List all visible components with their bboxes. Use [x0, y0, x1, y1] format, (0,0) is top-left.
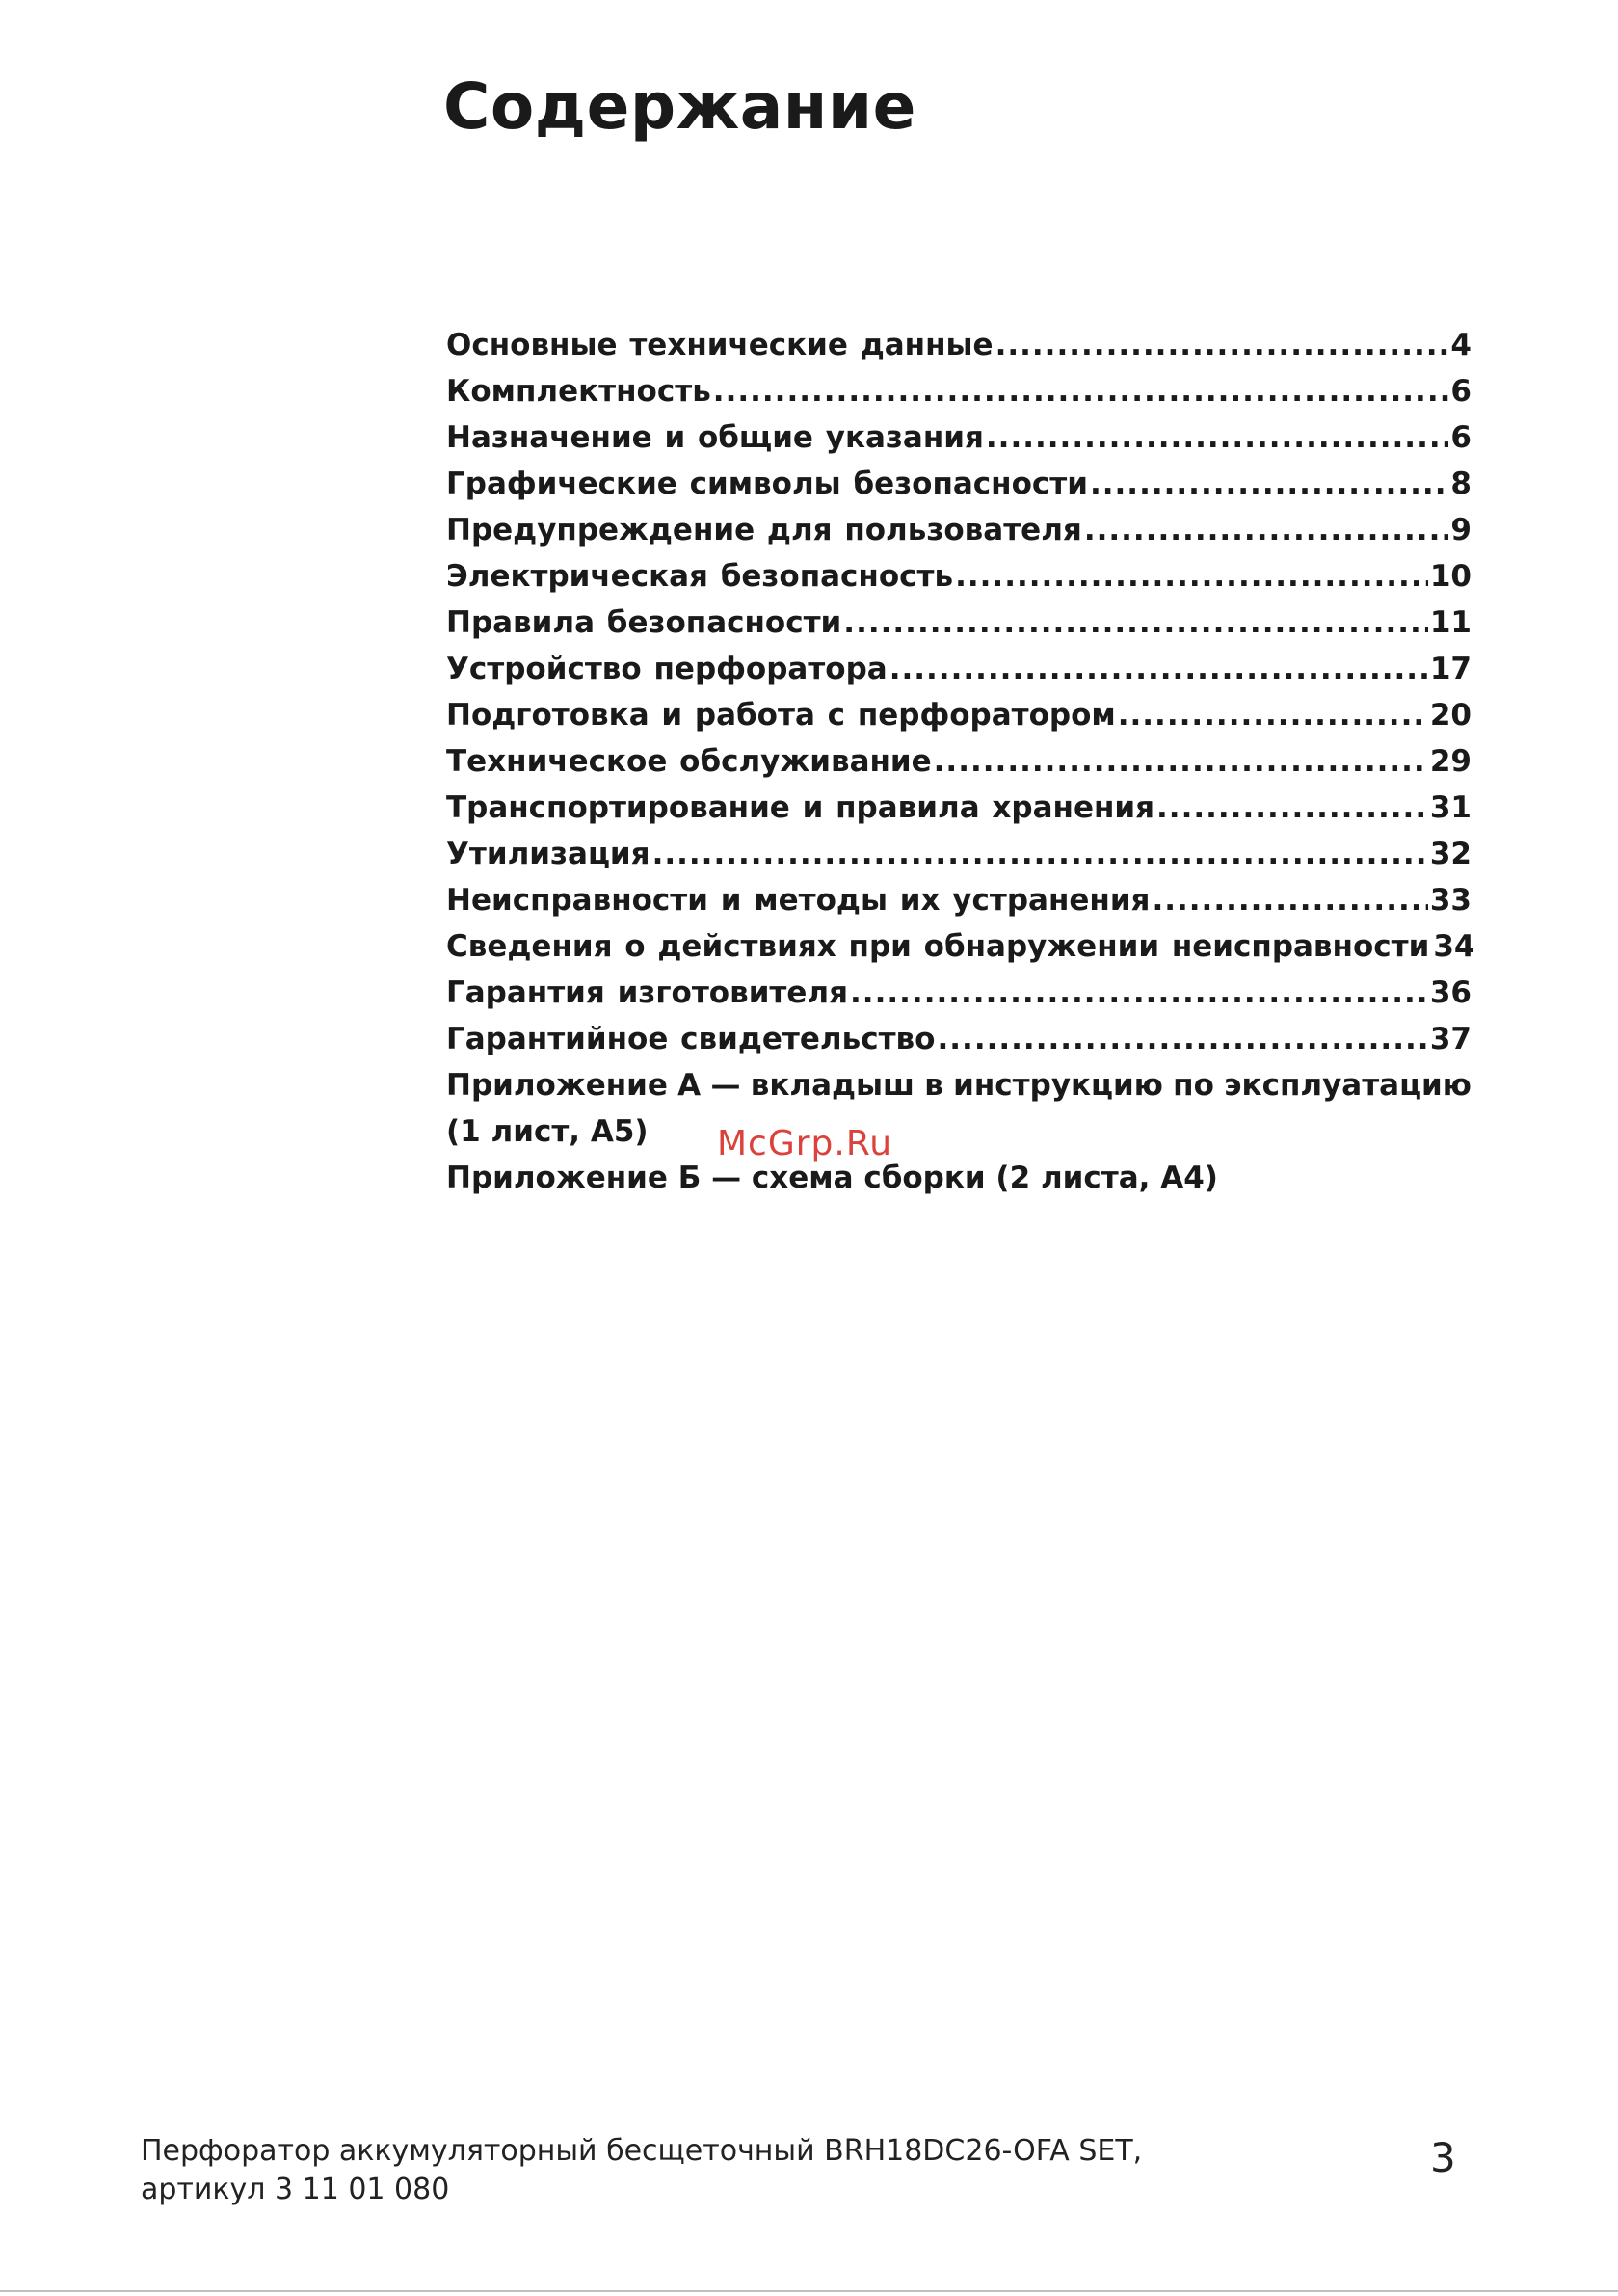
- appendix-a-word: по: [1173, 1068, 1214, 1103]
- toc-entry-6[interactable]: [446, 600, 1472, 646]
- toc-dot-leader: [850, 970, 1428, 1016]
- toc-dot-leader: [934, 738, 1428, 785]
- appendix-a-line1: [446, 1062, 1472, 1108]
- toc-entry-page: 34: [1433, 929, 1475, 964]
- toc-entry-label: Предупреждение для пользователя: [446, 513, 1082, 547]
- toc-entry-label: Графические символы безопасности: [446, 467, 1088, 501]
- toc-entry-7[interactable]: [446, 646, 1472, 692]
- toc-entry-label: Назначение и общие указания: [446, 420, 984, 455]
- toc-entry-8[interactable]: [446, 692, 1472, 738]
- toc-entry-page: 11: [1429, 605, 1472, 640]
- page-number: 3: [1430, 2134, 1456, 2181]
- toc-dot-leader: [1156, 785, 1428, 831]
- toc-dot-leader: [986, 414, 1449, 461]
- appendix-a-word: Приложение: [446, 1068, 668, 1103]
- toc-dot-leader: [1090, 461, 1448, 507]
- toc-entry-label: Подготовка и работа с перфоратором: [446, 698, 1116, 733]
- appendix-a-word: в: [924, 1068, 943, 1103]
- toc-entry-9[interactable]: [446, 738, 1472, 785]
- toc-entry-label: Утилизация: [446, 837, 650, 871]
- toc-entry-label: Гарантийное свидетельство: [446, 1022, 936, 1056]
- toc-entry-page: 17: [1429, 652, 1472, 686]
- toc-entry-label: Правила безопасности: [446, 605, 842, 640]
- toc-dot-leader: [843, 600, 1428, 646]
- toc-entry-page: 36: [1429, 975, 1472, 1010]
- toc-entry-page: 29: [1429, 744, 1472, 779]
- toc-entry-label: Электрическая безопасность: [446, 559, 954, 594]
- appendix-a-word: —: [710, 1068, 741, 1103]
- toc-entry-5[interactable]: [446, 553, 1472, 600]
- toc-dot-leader: [713, 368, 1449, 414]
- toc-entry-page: 10: [1429, 559, 1472, 594]
- toc-entry-4[interactable]: [446, 507, 1472, 553]
- toc-entry-page: 31: [1429, 790, 1472, 825]
- toc-entry-0[interactable]: [446, 322, 1472, 368]
- bottom-divider: [0, 2290, 1618, 2292]
- toc-entry-page: 37: [1429, 1022, 1472, 1056]
- table-of-contents: [446, 322, 1475, 1062]
- toc-entry-label: Устройство перфоратора: [446, 652, 888, 686]
- toc-dot-leader: [937, 1016, 1427, 1062]
- toc-entry-page: 32: [1429, 837, 1472, 871]
- toc-entry-label: Техническое обслуживание: [446, 744, 932, 779]
- toc-entry-1[interactable]: [446, 368, 1472, 414]
- toc-entry-page: 33: [1429, 883, 1472, 918]
- toc-entry-label: Сведения о действиях при обнаружении неисправности: [446, 929, 1430, 964]
- toc-entry-page: 6: [1450, 374, 1472, 409]
- footer-line-article: артикул 3 11 01 080: [141, 2173, 450, 2206]
- toc-entry-page: 8: [1450, 467, 1472, 501]
- toc-dot-leader: [889, 646, 1428, 692]
- toc-dot-leader: [995, 322, 1449, 368]
- appendix-a-word: инструкцию: [953, 1068, 1163, 1103]
- toc-dot-leader: [1152, 877, 1427, 923]
- footer-product-info: [141, 2132, 1142, 2209]
- footer-line-product: Перфоратор аккумуляторный бесщеточный BRH18DC26-OFA SET,: [141, 2134, 1143, 2168]
- watermark-text: McGrp.Ru: [717, 1124, 893, 1163]
- toc-entry-15[interactable]: [446, 1016, 1472, 1062]
- appendix-a-word: А: [677, 1068, 702, 1103]
- toc-entry-label: Транспортирование и правила хранения: [446, 790, 1155, 825]
- toc-dot-leader: [955, 553, 1428, 600]
- appendix-a-entry[interactable]: [446, 1062, 1472, 1155]
- toc-entry-11[interactable]: [446, 831, 1472, 877]
- toc-entry-10[interactable]: [446, 785, 1472, 831]
- toc-dot-leader: [652, 831, 1428, 877]
- toc-entry-label: Комплектность: [446, 374, 711, 409]
- toc-entry-page: 20: [1429, 698, 1472, 733]
- toc-entry-page: 6: [1450, 420, 1472, 455]
- appendix-a-word: вкладыш: [750, 1068, 915, 1103]
- page-title: Содержание: [443, 69, 916, 144]
- toc-entry-3[interactable]: [446, 461, 1472, 507]
- toc-dot-leader: [1084, 507, 1449, 553]
- appendix-a-line2: (1 лист, А5): [446, 1114, 649, 1149]
- toc-entry-label: Гарантия изготовителя: [446, 975, 849, 1010]
- toc-dot-leader: [1118, 692, 1428, 738]
- toc-entry-label: Неисправности и методы их устранения: [446, 883, 1151, 918]
- toc-entry-13[interactable]: [446, 923, 1475, 970]
- toc-entry-page: 9: [1450, 513, 1472, 547]
- toc-entry-12[interactable]: [446, 877, 1472, 923]
- appendix-a-word: эксплуатацию: [1224, 1068, 1472, 1103]
- toc-entry-label: Основные технические данные: [446, 328, 994, 362]
- toc-entry-2[interactable]: [446, 414, 1472, 461]
- toc-entry-14[interactable]: [446, 970, 1472, 1016]
- toc-entry-page: 4: [1450, 328, 1472, 362]
- appendix-b-entry[interactable]: Приложение Б — схема сборки (2 листа, А4): [446, 1161, 1218, 1195]
